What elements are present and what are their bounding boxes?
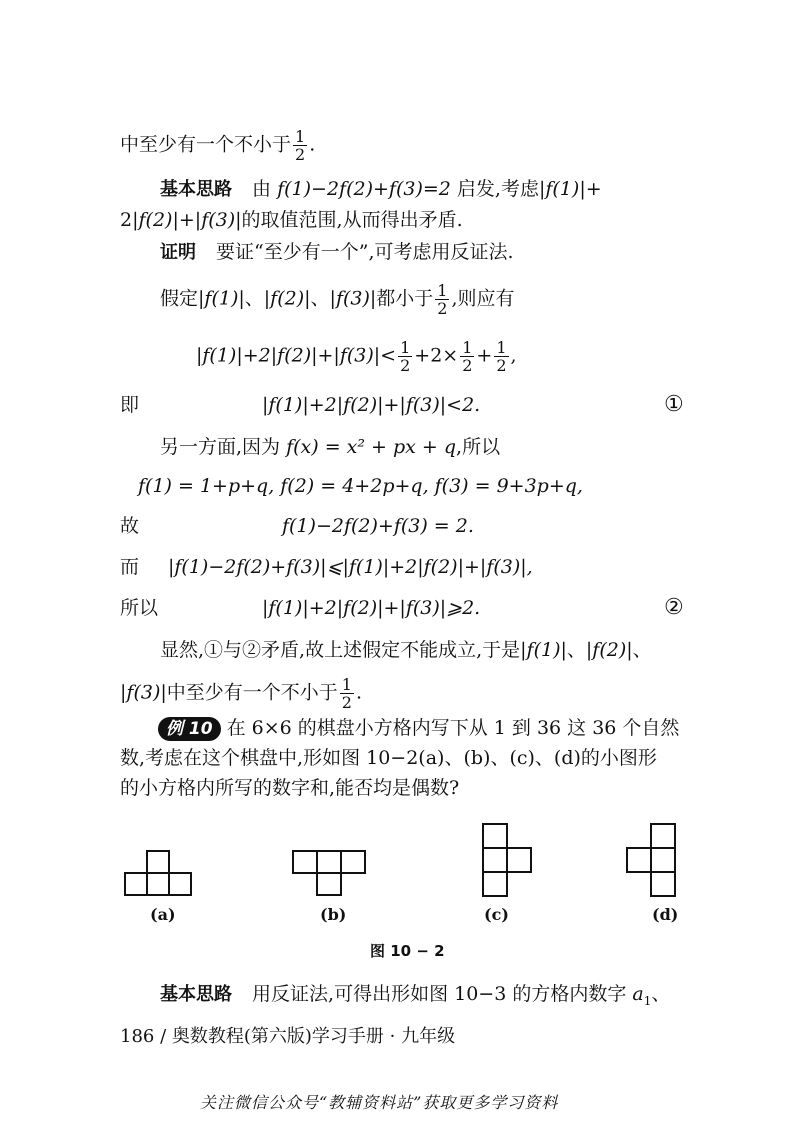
label-c: (c) bbox=[484, 905, 509, 924]
equation-2: |f(1)|+2|f(2)|+|f(3)|<2. bbox=[262, 394, 481, 416]
word-er: 而 bbox=[120, 556, 140, 578]
circled-two: ② bbox=[664, 595, 684, 620]
figure-a-cell bbox=[125, 873, 147, 895]
book-title: / 奥数教程(第六版)学习手册 · 九年级 bbox=[160, 1026, 456, 1047]
values-line: f(1) = 1+p+q, f(2) = 4+2p+q, f(3) = 9+3p+q, bbox=[138, 475, 583, 497]
idea-line-2: 2|f(2)|+|f(3)|的取值范围,从而得出矛盾. bbox=[120, 209, 463, 231]
figure-b-cell bbox=[317, 851, 341, 873]
assume-line: 假定|f(1)|、|f(2)|、|f(3)|都小于 $\frac{1}{2}$ ,则应有 bbox=[160, 281, 515, 318]
page-number: 186 bbox=[120, 1026, 155, 1047]
idea2-line: 基本思路 用反证法,可得出形如图 10−3 的方格内数字 $a_1$、 bbox=[160, 983, 671, 1008]
figure-a-cell bbox=[147, 851, 169, 873]
label-a: (a) bbox=[150, 905, 176, 924]
fraction-half: $\frac{1}{2}$ bbox=[437, 281, 448, 318]
intro-line: 中至少有一个不小于 $\frac{1}{2}$ . bbox=[120, 127, 316, 164]
figure-c-cell bbox=[483, 824, 507, 848]
label-b: (b) bbox=[320, 905, 347, 924]
figure-d-cell bbox=[651, 824, 675, 848]
figure-c-cell bbox=[483, 872, 507, 896]
word-gu: 故 bbox=[120, 515, 140, 537]
idea2-label: 基本思路 bbox=[160, 984, 232, 1005]
equation-3: f(1)−2f(2)+f(3) = 2. bbox=[282, 515, 474, 537]
figure-d-cell bbox=[651, 872, 675, 896]
page-footer bbox=[120, 1022, 455, 1048]
figure-b-cell bbox=[317, 873, 341, 895]
figure-d-cell bbox=[651, 848, 675, 872]
example-line-1: 例 10 在 6×6 的棋盘小方格内写下从 1 到 36 这 36 个自然 bbox=[158, 714, 679, 742]
label-d: (d) bbox=[652, 905, 679, 924]
fraction-half: $\frac{1}{2}$ bbox=[341, 675, 352, 712]
figure-b-cell bbox=[293, 851, 317, 873]
example-line-3: 的小方格内所写的数字和,能否均是偶数? bbox=[120, 777, 460, 799]
figure-caption: 图 10 − 2 bbox=[370, 942, 445, 960]
figure-c bbox=[482, 823, 534, 897]
fraction-half: $\frac{1}{2}$ bbox=[295, 127, 306, 164]
bottom-note: 关注微信公众号“教辅资料站”获取更多学习资料 bbox=[200, 1093, 559, 1112]
idea-label: 基本思路 bbox=[160, 179, 232, 200]
word-suoyi: 所以 bbox=[120, 597, 159, 619]
equation-4: |f(1)−2f(2)+f(3)|⩽|f(1)|+2|f(2)|+|f(3)|, bbox=[168, 556, 533, 578]
fraction-half: $\frac{1}{2}$ bbox=[496, 338, 507, 375]
conclusion-line: |f(3)|中至少有一个不小于 $\frac{1}{2}$ . bbox=[120, 675, 362, 712]
idea-line-1: 基本思路 由 f(1)−2f(2)+f(3)=2 启发,考虑|f(1)|+ bbox=[160, 178, 602, 200]
figure-b-cell bbox=[341, 851, 365, 873]
equation-5: |f(1)|+2|f(2)|+|f(3)|⩾2. bbox=[262, 597, 481, 619]
example-line-2: 数,考虑在这个棋盘中,形如图 10−2(a)、(b)、(c)、(d)的小图形 bbox=[120, 747, 657, 769]
fraction-half: $\frac{1}{2}$ bbox=[400, 338, 411, 375]
figure-a-cell bbox=[147, 873, 169, 895]
proof-label: 证明 bbox=[160, 242, 196, 263]
word-ji: 即 bbox=[120, 394, 140, 416]
proof-line: 证明 要证“至少有一个”,可考虑用反证法. bbox=[160, 241, 514, 263]
obvious-line: 显然,①与②矛盾,故上述假定不能成立,于是|f(1)|、|f(2)|、 bbox=[160, 639, 652, 661]
figure-a-cell bbox=[169, 873, 191, 895]
figure-a bbox=[124, 848, 226, 896]
example-badge: 例 10 bbox=[158, 717, 221, 741]
figure-b bbox=[292, 848, 372, 896]
equation-1: |f(1)|+2|f(2)|+|f(3)|< $\frac{1}{2}$ +2× $\frac{1}{2}$ + $\frac{1}{2}$ , bbox=[196, 338, 517, 375]
fraction-half: $\frac{1}{2}$ bbox=[462, 338, 473, 375]
other-side-line: 另一方面,因为 f(x) = x² + px + q,所以 bbox=[160, 436, 501, 458]
circled-one: ① bbox=[664, 392, 684, 417]
figure-d bbox=[626, 823, 678, 897]
figure-c-cell bbox=[483, 848, 507, 872]
figure-d-cell bbox=[627, 848, 651, 872]
figure-c-cell bbox=[507, 848, 531, 872]
